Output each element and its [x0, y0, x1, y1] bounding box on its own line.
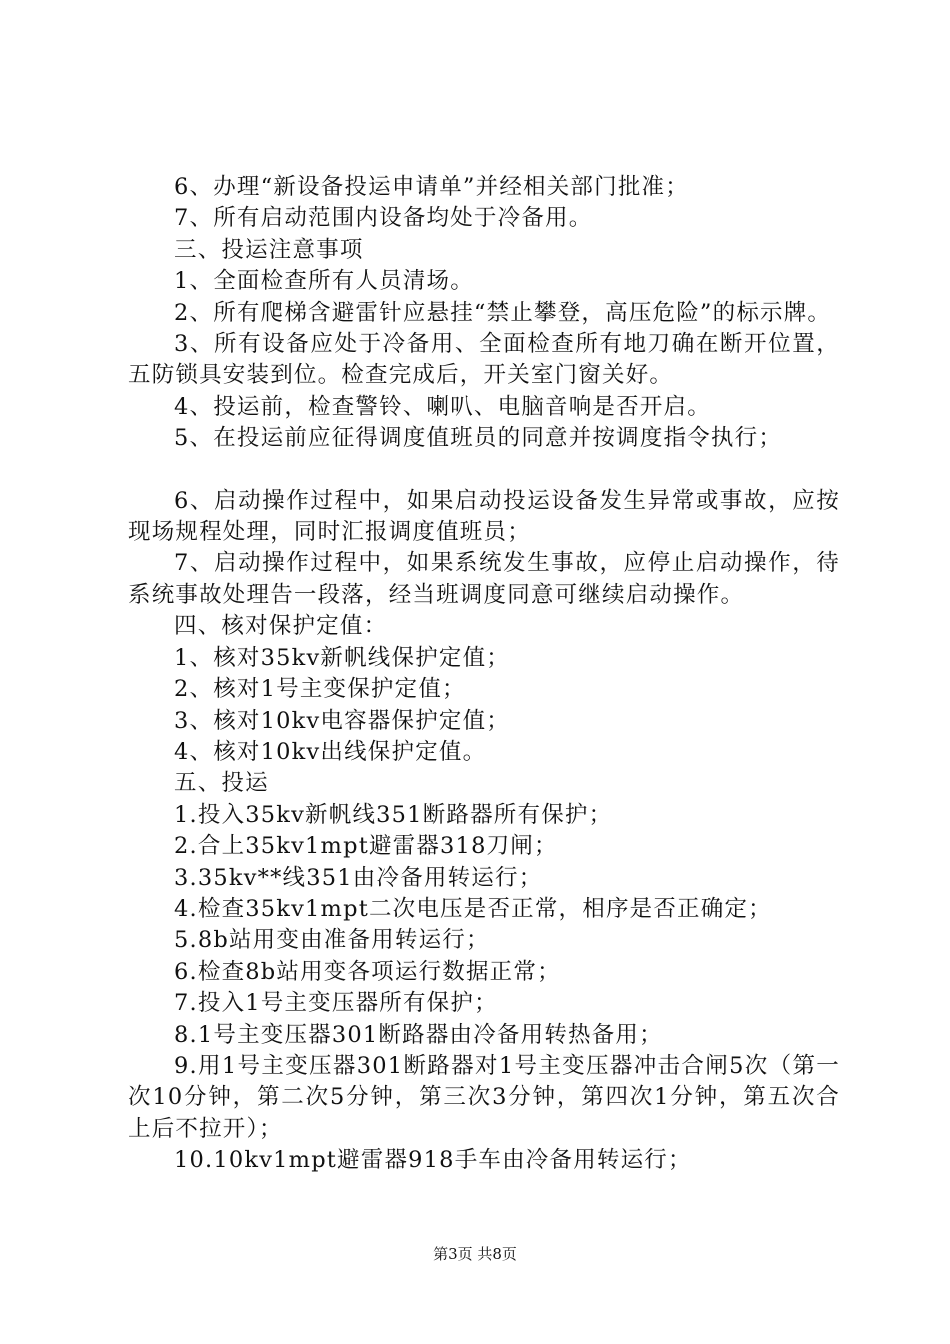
paragraph: 4、投运前，检查警铃、喇叭、电脑音响是否开启。 [174, 393, 711, 420]
section-heading: 四、核对保护定值： [174, 613, 388, 640]
paragraph: 3、核对10kv电容器保护定值； [174, 707, 510, 734]
paragraph: 4.检查35kv1mpt二次电压是否正常，相序是否正确定； [174, 895, 772, 922]
paragraph: 4、核对10kv出线保护定值。 [174, 738, 487, 765]
paragraph: 7、启动操作过程中，如果系统发生事故，应停止启动操作，待系统事故处理告一段落，经当班调度同意可继续启动操作。 [128, 550, 840, 608]
paragraph: 2.合上35kv1mpt避雷器318刀闸； [174, 833, 558, 860]
document-body [128, 172, 840, 1177]
blank-line [128, 455, 840, 486]
paragraph: 7.投入1号主变压器所有保护； [174, 990, 498, 1017]
paragraph: 6、办理“新设备投运申请单”并经相关部门批准； [174, 174, 689, 200]
paragraph: 1.投入35kv新帆线351断路器所有保护； [174, 801, 613, 828]
section-heading: 五、投运 [174, 770, 269, 797]
page-footer: 第3页 共8页 [433, 1245, 517, 1263]
section-heading: 三、投运注意事项 [174, 236, 364, 263]
paragraph: 1、全面检查所有人员清场。 [174, 268, 474, 295]
paragraph: 5.8b站用变由准备用转运行； [174, 927, 490, 954]
paragraph: 3、所有设备应处于冷备用、全面检查所有地刀确在断开位置，五防锁具安装到位。检查完成后，开关室门窗关好。 [128, 331, 840, 389]
paragraph: 3.35kv**线351由冷备用转运行； [174, 864, 543, 891]
paragraph: 5、在投运前应征得调度值班员的同意并按调度指令执行； [174, 425, 783, 452]
paragraph: 2、所有爬梯含避雷针应悬挂“禁止攀登，高压危险”的标示牌。 [174, 299, 832, 326]
paragraph: 6、启动操作过程中，如果启动投运设备发生异常或事故，应按现场规程处理，同时汇报调度值班员； [128, 487, 840, 546]
paragraph: 6.检查8b站用变各项运行数据正常； [174, 958, 561, 985]
paragraph: 10.10kv1mpt避雷器918手车由冷备用转运行； [174, 1147, 692, 1174]
paragraph: 8.1号主变压器301断路器由冷备用转热备用； [174, 1021, 663, 1048]
paragraph: 1、核对35kv新帆线保护定值； [174, 644, 510, 671]
paragraph: 2、核对1号主变保护定值； [174, 676, 466, 703]
paragraph: 9.用1号主变压器301断路器对1号主变压器冲击合闸5次（第一次10分钟，第二次5分钟，第三次3分钟，第四次1分钟，第五次合上后不拉开）； [128, 1052, 840, 1142]
paragraph: 7、所有启动范围内设备均处于冷备用。 [174, 205, 593, 232]
